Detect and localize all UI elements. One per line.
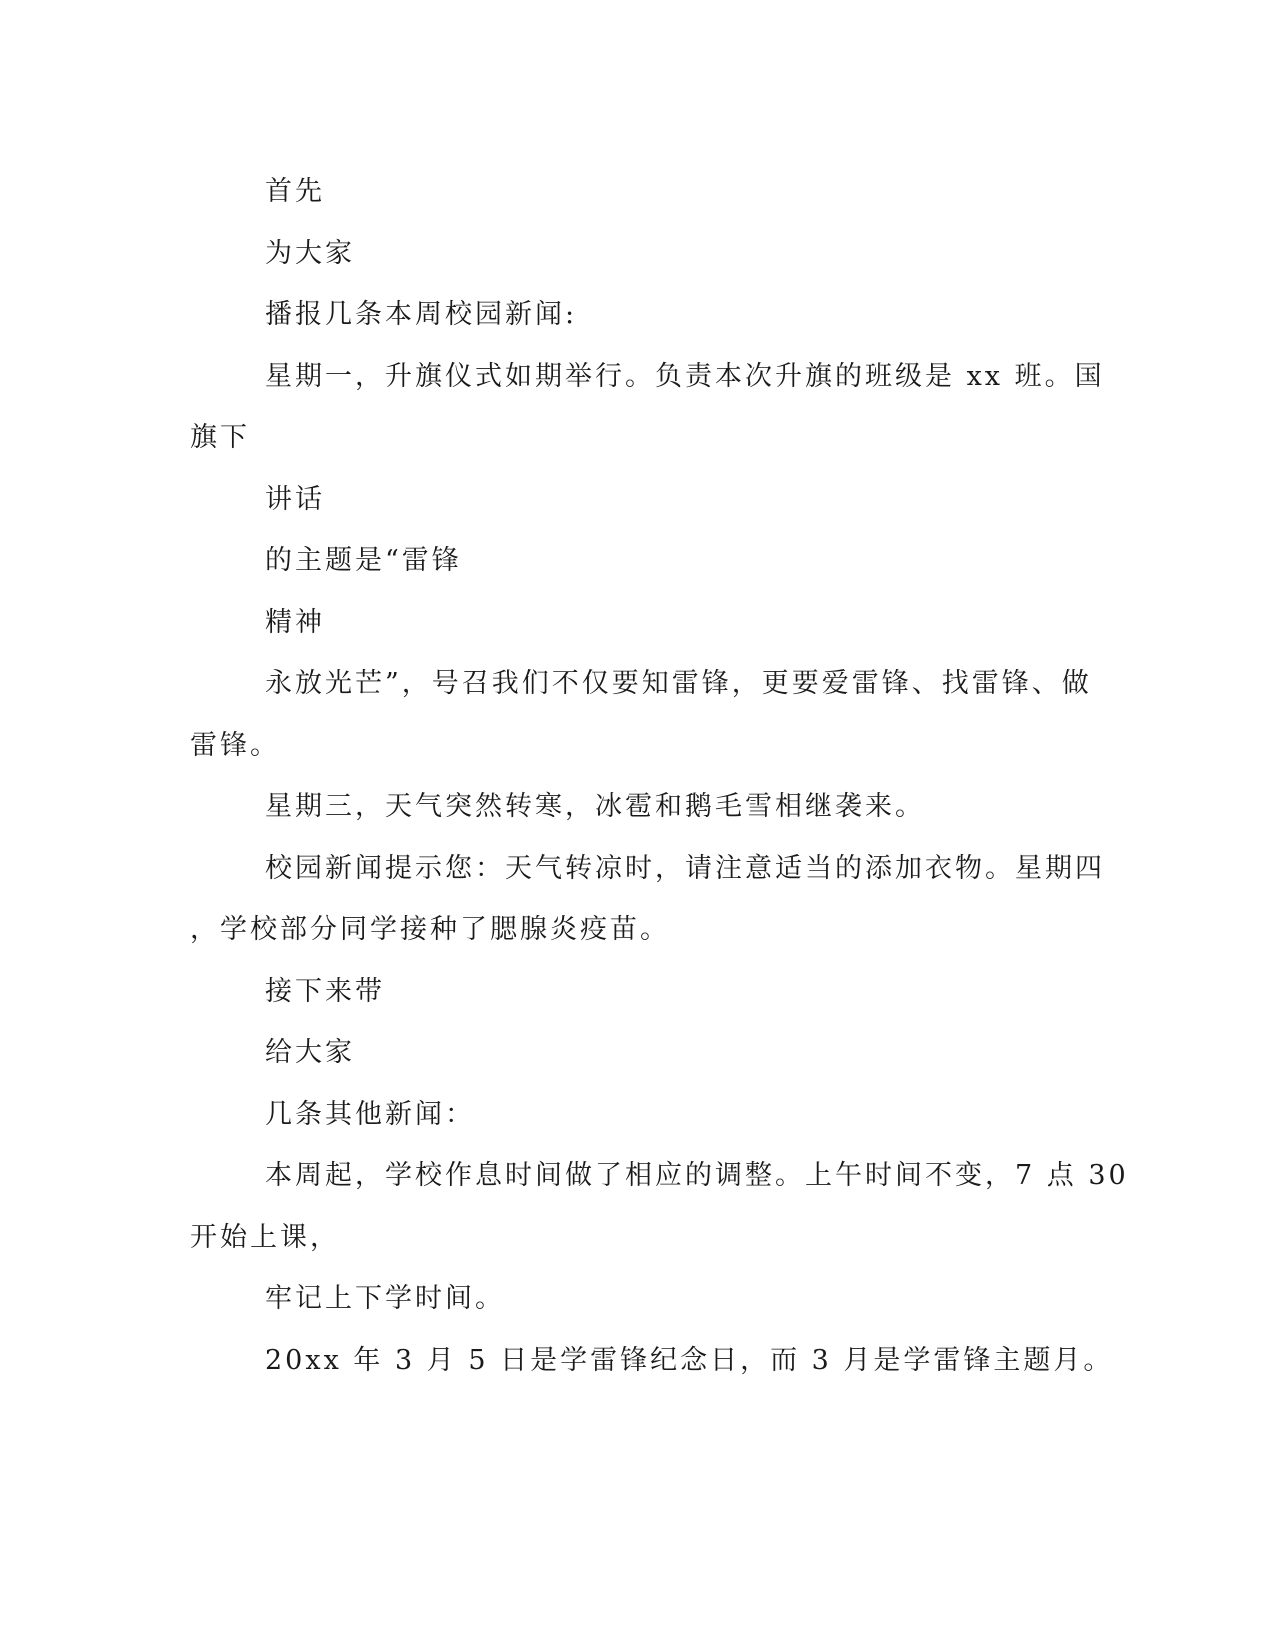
text-line: 接下来带 [265, 975, 385, 1007]
text-line: 首先 [265, 176, 325, 207]
text-line: 20xx 年 3 月 5 日是学雷锋纪念日，而 3 月是学雷锋主题月。 [265, 1344, 1114, 1376]
text-line: 为大家 [265, 237, 355, 269]
text-line: 旗下 [190, 422, 250, 453]
text-line: 星期三，天气突然转寒，冰雹和鹅毛雪相继袭来。 [265, 791, 925, 822]
text-line: 讲话 [265, 483, 325, 515]
text-line: 本周起，学校作息时间做了相应的调整。上午时间不变，7 点 30 [265, 1160, 1129, 1191]
document-body [190, 161, 1129, 1391]
text-line: ，学校部分同学接种了腮腺炎疫苗。 [190, 914, 670, 945]
text-line: 雷锋。 [190, 729, 280, 761]
text-line: 给大家 [265, 1037, 355, 1068]
text-line: 精神 [265, 606, 325, 638]
text-line: 开始上课， [190, 1221, 340, 1253]
text-line: 的主题是“雷锋 [265, 545, 462, 576]
text-line: 永放光芒”，号召我们不仅要知雷锋，更要爱雷锋、找雷锋、做 [265, 668, 1092, 699]
text-line: 星期一，升旗仪式如期举行。负责本次升旗的班级是 xx 班。国 [265, 360, 1105, 392]
text-line: 牢记上下学时间。 [265, 1283, 505, 1314]
text-line: 校园新闻提示您：天气转凉时，请注意适当的添加衣物。星期四 [265, 852, 1105, 884]
text-line: 几条其他新闻： [265, 1098, 475, 1130]
text-line: 播报几条本周校园新闻: [265, 299, 578, 330]
